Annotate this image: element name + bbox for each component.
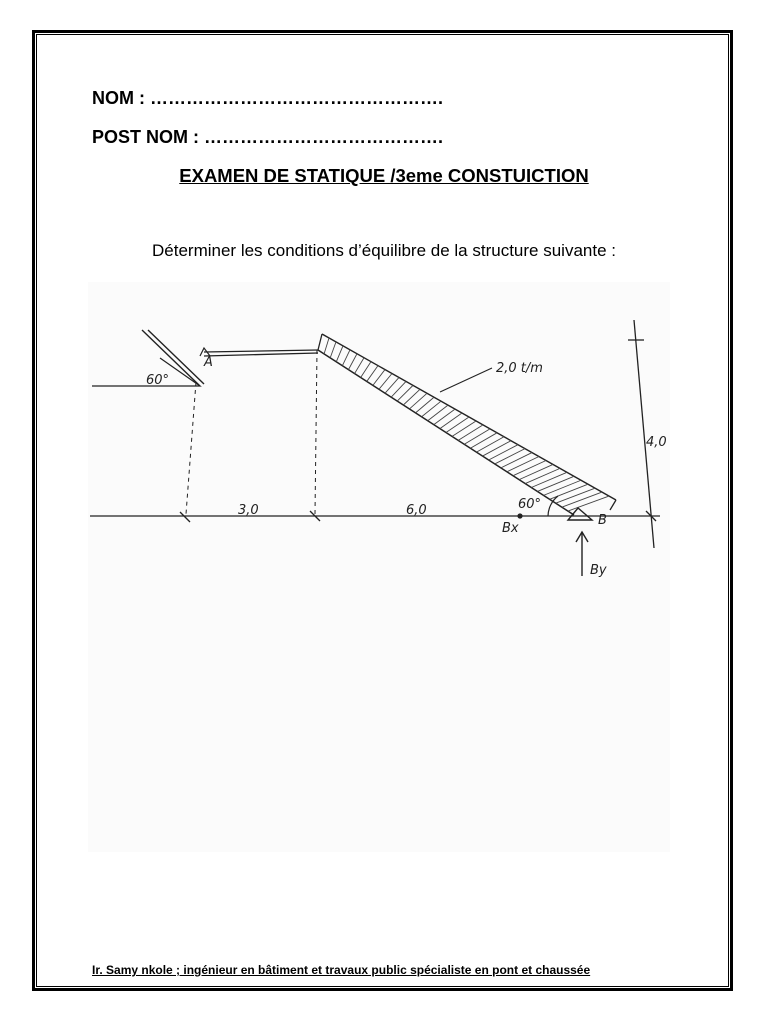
load-leader-line (440, 368, 492, 392)
projection-line-a (186, 382, 196, 514)
load-hatch-line (367, 366, 378, 382)
load-start-edge (318, 334, 322, 350)
load-hatch-line (324, 338, 329, 354)
dim-tick-1 (180, 512, 190, 522)
structure-drawing (88, 282, 670, 852)
label-a: A (204, 355, 213, 370)
load-hatch-line (483, 441, 511, 456)
load-hatch-line (519, 464, 553, 479)
load-hatch-line (476, 437, 504, 452)
load-hatch-line (568, 496, 609, 511)
load-hatch-line (525, 468, 560, 483)
load-hatch-line (544, 480, 581, 495)
load-hatch-line (495, 449, 525, 464)
height-dim-line (634, 320, 654, 548)
load-hatch-line (446, 417, 469, 433)
load-hatching (324, 338, 609, 511)
label-b: B (598, 513, 607, 528)
exam-title: EXAMEN DE STATIQUE /3eme CONSTUICTION (179, 165, 589, 186)
load-hatch-line (342, 350, 350, 366)
horizontal-member-bottom (204, 353, 318, 356)
load-hatch-line (458, 425, 483, 440)
load-hatch-line (403, 389, 420, 405)
load-hatch-line (550, 484, 588, 499)
load-hatch-line (470, 433, 497, 448)
bx-point (517, 513, 522, 518)
load-hatch-line (428, 405, 448, 421)
label-by: By (590, 563, 607, 578)
load-hatch-line (440, 413, 462, 429)
load-end-edge (610, 500, 616, 510)
footer-author: Ir. Samy nkole ; ingénieur en bâtiment et travaux public spécialiste en pont et chaussée (92, 963, 591, 977)
load-hatch-line (355, 358, 364, 374)
load-hatch-line (434, 409, 455, 425)
load-hatch-line (336, 346, 343, 362)
label-angle-a: 60° (146, 373, 170, 388)
load-hatch-line (373, 370, 385, 386)
load-hatch-line (452, 421, 476, 436)
load-hatch-line (531, 472, 567, 487)
load-hatch-line (422, 401, 441, 417)
label-dim-2: 6,0 (406, 503, 427, 518)
label-height: 4,0 (646, 435, 667, 450)
load-hatch-line (537, 476, 574, 491)
load-hatch-line (416, 397, 434, 413)
load-hatch-line (513, 460, 546, 475)
load-hatch-line (556, 488, 595, 503)
load-hatch-line (562, 492, 602, 507)
load-hatch-line (361, 362, 371, 378)
structure-figure (88, 282, 670, 852)
load-hatch-line (348, 354, 357, 370)
projection-line-c (315, 350, 317, 514)
load-hatch-line (507, 457, 539, 472)
load-hatch-line (501, 453, 532, 468)
nom-field: NOM : …………………………………………. (92, 88, 443, 108)
horizontal-member-top (204, 350, 318, 352)
label-bx: Bx (502, 521, 519, 536)
instruction-text: Déterminer les conditions d’équilibre de la structure suivante : (152, 241, 616, 260)
label-load: 2,0 t/m (496, 361, 543, 376)
label-dim-1: 3,0 (238, 503, 259, 518)
load-hatch-line (409, 393, 427, 409)
label-angle-b: 60° (518, 497, 542, 512)
load-hatch-line (330, 342, 336, 358)
load-hatch-line (464, 429, 490, 444)
load-hatch-line (489, 445, 518, 460)
post-nom-field: POST NOM : …………………………………. (92, 127, 443, 147)
